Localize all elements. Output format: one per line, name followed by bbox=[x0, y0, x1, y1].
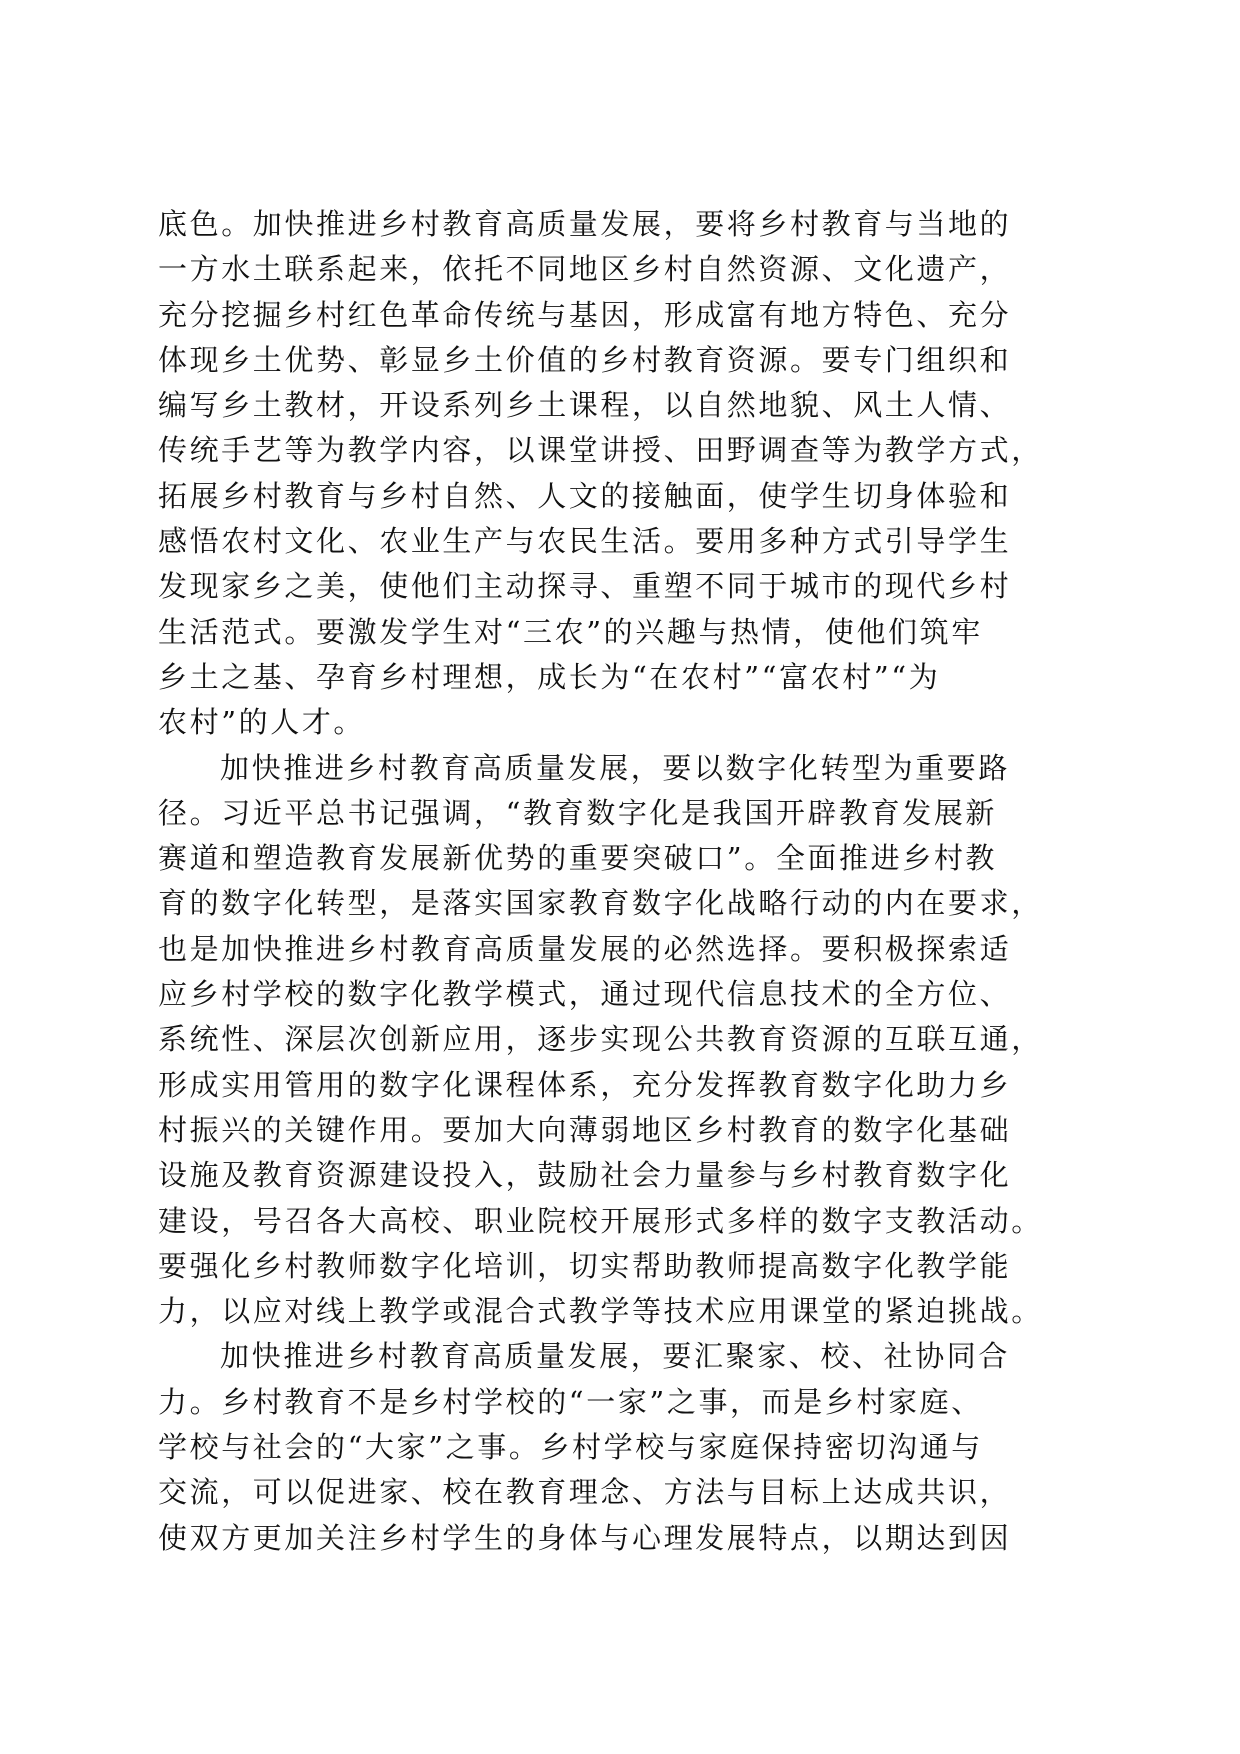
text-line: 使双方更加关注乡村学生的身体与心理发展特点，以期达到因 bbox=[158, 1520, 1012, 1555]
text-line: 力。乡村教育不是乡村学校的“一家”之事，而是乡村家庭、 bbox=[158, 1384, 983, 1419]
text-line: 力，以应对线上教学或混合式教学等技术应用课堂的紧迫挑战。 bbox=[158, 1294, 1043, 1329]
text-line: 生活范式。要激发学生对“三农”的兴趣与热情，使他们筑牢 bbox=[158, 614, 983, 649]
text-line: 感悟农村文化、农业生产与农民生活。要用多种方式引导学生 bbox=[158, 524, 1012, 559]
text-line: 农村”的人才。 bbox=[158, 705, 366, 740]
text-line: 体现乡土优势、彰显乡土价值的乡村教育资源。要专门组织和 bbox=[158, 342, 1012, 377]
paragraph-start-line: 加快推进乡村教育高质量发展，要汇聚家、校、社协同合 bbox=[220, 1339, 1011, 1374]
text-line: 应乡村学校的数字化教学模式，通过现代信息技术的全方位、 bbox=[158, 977, 1012, 1012]
text-line: 系统性、深层次创新应用，逐步实现公共教育资源的互联互通， bbox=[158, 1022, 1043, 1057]
text-line: 村振兴的关键作用。要加大向薄弱地区乡村教育的数字化基础 bbox=[158, 1112, 1012, 1147]
text-line: 充分挖掘乡村红色革命传统与基因，形成富有地方特色、充分 bbox=[158, 297, 1012, 332]
text-line: 赛道和塑造教育发展新优势的重要突破口”。全面推进乡村教 bbox=[158, 841, 998, 876]
text-line: 拓展乡村教育与乡村自然、人文的接触面，使学生切身体验和 bbox=[158, 478, 1012, 513]
text-line: 也是加快推进乡村教育高质量发展的必然选择。要积极探索适 bbox=[158, 931, 1012, 966]
text-line: 交流，可以促进家、校在教育理念、方法与目标上达成共识， bbox=[158, 1475, 1012, 1510]
text-line: 径。习近平总书记强调，“教育数字化是我国开辟教育发展新 bbox=[158, 795, 998, 830]
text-line: 编写乡土教材，开设系列乡土课程，以自然地貌、风土人情、 bbox=[158, 388, 1012, 423]
text-line: 建设，号召各大高校、职业院校开展形式多样的数字支教活动。 bbox=[158, 1203, 1043, 1238]
text-line: 传统手艺等为教学内容，以课堂讲授、田野调查等为教学方式， bbox=[158, 433, 1043, 468]
text-line: 设施及教育资源建设投入，鼓励社会力量参与乡村教育数字化 bbox=[158, 1158, 1012, 1193]
text-line: 乡土之基、孕育乡村理想，成长为“在农村”“富农村”“为 bbox=[158, 659, 941, 694]
text-line: 一方水土联系起来，依托不同地区乡村自然资源、文化遗产， bbox=[158, 252, 1012, 287]
text-line: 学校与社会的“大家”之事。乡村学校与家庭保持密切沟通与 bbox=[158, 1430, 983, 1465]
text-line: 育的数字化转型，是落实国家教育数字化战略行动的内在要求， bbox=[158, 886, 1043, 921]
text-line: 发现家乡之美，使他们主动探寻、重塑不同于城市的现代乡村 bbox=[158, 569, 1012, 604]
text-line: 底色。加快推进乡村教育高质量发展，要将乡村教育与当地的 bbox=[158, 207, 1012, 241]
body-text bbox=[158, 202, 1088, 1561]
text-line: 形成实用管用的数字化课程体系，充分发挥教育数字化助力乡 bbox=[158, 1067, 1012, 1102]
text-line: 要强化乡村教师数字化培训，切实帮助教师提高数字化教学能 bbox=[158, 1248, 1012, 1283]
paragraph-start-line: 加快推进乡村教育高质量发展，要以数字化转型为重要路 bbox=[220, 750, 1011, 785]
